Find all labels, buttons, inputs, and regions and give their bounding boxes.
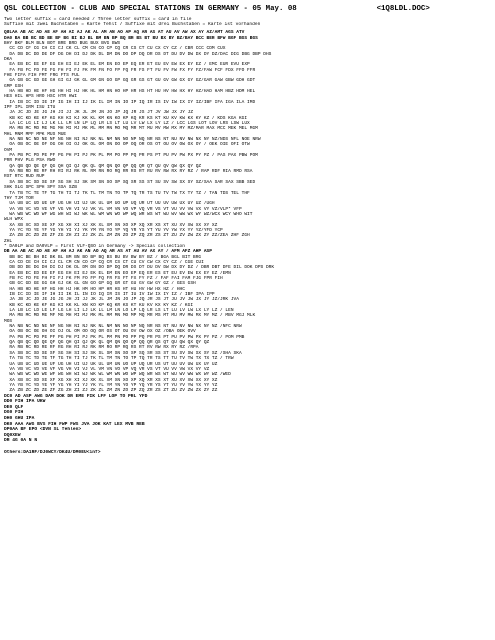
callsign-line: ZA ZB ZC ZD ZE ZF ZG ZH ZI ZJ ZK ZL ZM ZN ZO ZP ZQ ZR ZS ZT ZU ZV ZW ZX ZY ZZ/ZEA ZHF ZGH	[4, 233, 250, 239]
callsign-line: RA RB RC RD RE RF RG RH RI RJ RK RM RO RP RQ RS RT RV RW RX RY RZ /RPA	[4, 345, 199, 351]
callsign-line: XA XB XC XD XE XF XG XH XI XJ XK XL XM XN XO XP XQ XR XS XT XU XV XW XX XY XZ	[4, 377, 218, 383]
callsign-line: UA UB UC UD UE UF UG UH UI UJ UK UL UM UN UO UP UQ UR US UT UU UV UW UX UY UZ	[4, 361, 218, 367]
prefix-line: DH0 GHU IPA	[4, 415, 35, 421]
prefix-line: DQ0XEW	[4, 432, 21, 438]
callsign-line: HA HB HD HE HF HG HH HJ HK HM HO HP HR HS HT HU HV HW HX HZ / HHC	[4, 286, 185, 292]
callsign-line: WA WB WC WD WE WF WG WH WI WJ WK WL WM WN WO WP WQ WR WS WT WU WV WW WX WY WZ /WED	[4, 372, 231, 378]
callsign-line: RA RB RD RE RF RH RI RJ RK RL RM RN RO RQ RR RS RT RU RV RW RX RY RZ / RAP RDF RIA RMD RSA	[4, 169, 253, 175]
legend-german: Suffixe mit zwei Buchstaben = Karte fehlt / Suffixe mit drei Buchstaben = Karte ist vorhanden	[4, 21, 261, 27]
callsign-line: DA DB DC DD DE DF DG DH DI DJ DK DL DM DN DO DP DQ DR DS DT DU DV DW DX DY DZ/DAC DIG DBG DBP DHS	[4, 51, 272, 57]
callsign-line: XA XB XC XD XE XF XG XH XI XJ XK XL XM XN XO XP XQ XR XS XT XU XV XW XX XY XZ	[4, 222, 218, 228]
prefix-line: DK0 AAA AWG BVS FIH FWP FWS JVA JOK KAT LEX MVB REB	[4, 421, 145, 427]
other-prefixes-list	[4, 394, 495, 456]
callsign-line: IB IC ID IE IF IH II IK IL IN IO IQ IR IS IT IU IV IW IX IY IZ / IBF IPA IPP	[4, 292, 215, 298]
callsign-line: NA NB NC ND NE NF NG NH NI NJ NK NL NM NN NO NP NQ NR NS NT NU NV NW NX NY NZ /NFC NRW	[4, 324, 242, 330]
callsign-line: YA YC YD YE YF YG YH YI YJ YK YM YN YO YP YQ YR YS YT YU YV YW YX YY YZ/YFD YCP	[4, 227, 223, 233]
callsign-line: DKA	[4, 56, 13, 62]
callsign-line: MOS	[4, 318, 13, 324]
callsign-line: RST RTC RUD RUP	[4, 174, 45, 180]
callsign-line: QA QB QD QE QF QG QH QI QJ QK QL QM QN QO QP QQ QR QT QU QV QW QX QY QZ	[4, 163, 202, 169]
callsign-line: HES HIL HPS HRO HSC HTR HWI	[4, 94, 77, 100]
callsign-line: * DA0LP and DA0VLP = First VLF-QSO in Germany -> Special collection	[4, 243, 185, 249]
callsign-line: JA JB JC JD JE JG JG JH JI JJ JK JL JM JN JO JP JQ JR JS JT JU JV JW JX JY JZ/JRK JVA	[4, 297, 239, 303]
callsign-line: FB FC FD FE FH FI FJ FK FM FO FP FQ FR FS FT FX FY FZ / FAF FAI FAM FJG FPR FIH	[4, 276, 223, 281]
callsign-line: EA EB EC ED EE EF EG EH EI EJ EK EL EM EN EO EP EQ ER ES ET EU EV EW EX EY EZ /EMN	[4, 270, 231, 276]
callsign-line: OA OB OC OE OF OG OH OI OJ OK OL OM ON OO OP OQ OR OS OT OU OV OW OX OY / OEK OIE OFI OTW	[4, 142, 250, 148]
callsign-line: LA LB LC LD LE LF LG LH LI LJ LK LL LM LN LO LP LQ LR LS LT LU LV LW LX LY LZ / LEN	[4, 308, 234, 314]
callsign-line: KB KC KD KE KF KG KH KI KJ KK KL KM KN KO KP KQ KR KS KT KU KV KW KX KY KZ / KDS KGA KGI	[4, 115, 248, 121]
prefix-line: DR 4G 0A N N	[4, 438, 38, 444]
callsign-line: ZA ZB ZC ZD ZE ZF ZG ZH ZI ZJ ZK ZL ZM ZN ZO ZP ZQ ZR ZS ZT ZU ZV ZW ZX ZY ZZ	[4, 388, 218, 394]
callsign-line: KB KC KD KE KF KG KI KK KL KN KO KP KQ KR KS KT KU KV KX KY KZ / KGI	[4, 302, 194, 308]
file-reference: <1Q8LDL.DOC>	[376, 5, 430, 13]
callsign-line: OA OB OC OE OH OI OJ OL OM OO OQ OR OS OT OU OV OW OX OZ /OBA OEK OVV	[4, 329, 196, 335]
page-title: QSL COLLECTION - CLUB AND SPECIAL STATIONS IN GERMANY - 05 May. 08	[4, 5, 297, 13]
callsign-line: UA UB UC UD UE UF UG UH UI UJ UK UL UM UO UP UQ UR UT UU UV UW UX UY UZ /UGH	[4, 201, 215, 207]
legend-english: Two letter suffix = card needed / Three letter suffix = card in file	[4, 16, 192, 22]
callsign-line: WLH WPX	[4, 217, 23, 223]
callsign-line: TA TB TC TE TF TG TH TI TJ TK TL TM TN TO TP TQ TR TS TU TV TW TX TY TZ / TAN TDS TEL THF	[4, 190, 250, 196]
callsign-line: FHE FIFA FIH FMT FRG FTS FUL	[4, 72, 80, 78]
callsign-line: GA GB GC GD GE GH GI GJ GK GL GM GN GO GP GQ GR GS GT GU GV GW GX GY GZ/GAR GAW GBW GDH GDT	[4, 78, 256, 84]
callsign-line: QA QB QC QD QE QF QG QH QI QJ QK QL QM QN QO QP QQ QR QS QT QU QW QX QY QZ	[4, 340, 210, 346]
callsign-line: DB DD DE DG DH DI DJ DK DL DM DN DO DP DQ DR DS DT DU DV DW DX DY DZ / DBR DBT DFE DIL DOK DPS DRK	[4, 265, 275, 271]
callsign-line: TA TB TC TD TE TF TG TH TI TJ TK TL TM TN TO TP TQ TR TS TT TU TV TW TX TX TZ / TRW	[4, 356, 234, 362]
callsign-line: MHL MNM MPF MPK MUS MUE	[4, 131, 67, 137]
callsign-line: JA JC JD JE JG JH JI JJ JK JL JM JN JO JP JQ JR JS JT JV JW JX JY JZ	[4, 110, 194, 116]
callsign-line: LA LC LG LI LJ LK LL LM LN LP LQ LR LS LT LU LV LW LX LY LZ / LCC LGS LOT LOV LRS LSW LUX	[4, 121, 250, 127]
callsign-line: CC CD CF CG CH CI CJ CK CL CM CN CO CP CQ CR CS CT CU CX CY CZ / CBR CCC CDM CUX	[4, 46, 226, 52]
callsign-line: PA PB PC PD PE PF PG PH PI PJ PK PL PM PO PP PQ PR PS PT PU PV PW PX PY PZ / PAS PAX PBW POM	[4, 153, 258, 159]
prefix-block-start-line: DA0 BA BB BC BD BE BF BG BI BJ BL BM BN BP BQ BR BS BT BU BX BY BZ/BAY BCC BER BFW BGF BGS BGS	[4, 35, 258, 41]
callsign-line: SA SB SC SD SE SF SG SH SJ SK SM SN SO SP SQ SR SS ST SU SV SW SX SY SZ/SAA SAR SAX SBB SED	[4, 179, 256, 185]
callsign-line: MA MB MC MD ME MG MH MI MJ MK ML MM MN MO MQ MR MT MU MV MW MX MY MZ/MAR MAX MCC MEK MEL MGM	[4, 126, 258, 132]
prefix-line: DE0 QLF	[4, 404, 24, 410]
callsign-line: VA VB VC VD VE VF VG VH VI VJ VK VL VM VN VO VP VQ VR VS VT VU VV VW VX VY VZ/VLP* VFP	[4, 206, 242, 212]
callsign-line: GMP GSH	[4, 83, 23, 89]
callsign-line: PA PB PC PD PE PF PG PH PI PJ PK PL PM PN PO PP PQ PR PS PT PU PV PW PX PY PZ / POM PMB	[4, 334, 245, 340]
callsign-line: PRR PHV PLG PSA RWO	[4, 158, 56, 164]
prefix-line: DD0 FIH IPA UKW	[4, 399, 46, 405]
callsign-list	[4, 30, 495, 393]
callsign-line: MA MB MC MD ME MF MG MH MI MJ MK ML MM MN MO MP MQ MR MS MT MU MV MW MX MY MZ / MBV MGJ MLK	[4, 313, 256, 319]
prefix-line: DG0 FIH	[4, 410, 24, 416]
callsign-line: OVM	[4, 147, 13, 153]
callsign-line: EA EB EC EE EF EG EH EI EJ EK EL EM EN EO EP EQ ER ET EU EV EW EX EY EZ / EMC EUR EVU EXP	[4, 62, 250, 68]
callsign-line: SA SB SC SD SE SF SG SH SI SJ SK SL SM SN SO SP SQ SR SS ST SU SV SW SX SY SZ /SHA SKA	[4, 350, 242, 356]
callsign-line: YA YB YC YD YE YF YG YH YI YJ YK YL YM YN YO YP YQ YR YS YT YU YV YW YX YY YZ	[4, 382, 218, 388]
callsign-line: VA VB VC VD VE VF VG VH VI VJ VL VM VN VO VP VQ VR VS VT VU VV VW VX VY VZ	[4, 366, 210, 372]
callsign-line: SHK SLG SPC SPH SPY SSA SZB	[4, 185, 77, 191]
callsign-line: BHY BKF BLM BLN BOT BRE BRD BUG BUX BVG BWS	[4, 40, 121, 46]
document-header	[4, 5, 495, 14]
prefix-line: DC0 AD ASP AWG DAM DOK DR EME FIK LFF LOP TO PRL YFD	[4, 393, 148, 399]
prefix-block-start-line: Q8LAA AB AC AD AE AF AH AI AJ AK AL AM AN AO AP AQ AR AS AT AU AV AW AX AY AZ/AMT AGS ATV	[4, 30, 245, 36]
callsign-line: HA HB HD HE HF HG HH HI HJ HK HL HM HN HO HP HR HS HT HU HV HW HX HY HZ/HAD HAM HBZ HDM HEL	[4, 88, 256, 94]
callsign-line: THY TJM TOR	[4, 195, 34, 201]
callsign-line: FA FB FC FD FE FG FH FI FJ FK FM FN FO FP FQ FR FS FT FU FV FW FX FY FZ/FAW FCF FDX FFO FFR	[4, 67, 256, 73]
callsign-line: GB GC GD GE GG GH GJ GK GL GN GO GP GQ GR GT GU GV GW GY GZ / GES GSH	[4, 281, 196, 287]
callsign-line: WA WB WC WD WF WG WH WI WJ WK WL WM WN WO WP WQ WR WS WT WU WV WW WX WY WZ/WCX WCY WHO WIT	[4, 211, 253, 217]
prefix-block-start-line: DB AA AB AC AD AE AF AH AJ AK AN AO AQ AR AS AT AU AV AX AY / AFM AFZ AHP ASP	[4, 249, 212, 255]
callsign-line: IPF IPL IRM ISU ITU	[4, 105, 56, 110]
callsign-line: ZHL	[4, 238, 13, 244]
prefix-line: DP0AA BF EPO <DVN SL fehlen>	[4, 427, 82, 433]
callsign-line: BB BC BE BH BI BK BL BM BN BO BP BQ BS BU BV BW BY BZ / BGA BGL BIT BRG	[4, 254, 202, 260]
callsign-line: NA NB NC ND NE NF NG NH NI NJ NK NL NM NN NO NP NQ NR NS NT NU NV NW NX NY NZ/NDS NFL NOE NRW	[4, 137, 261, 143]
callsign-line: CA CD CE CH CI CJ CL CM CN CO CP CQ CR CS CT CU CV CW CX CY CZ / CGE CUI	[4, 259, 204, 265]
prefix-line: Others:DA1RF/DJ0WCY/DK4U/DM0EU<inf>	[4, 449, 101, 455]
callsign-line: IA IB IC ID IE IF IG IH II IJ IK IL IM IN IO IP IQ IR IS IV IW IX IY IZ/IBF IFA IGA ILA IMD	[4, 99, 256, 105]
